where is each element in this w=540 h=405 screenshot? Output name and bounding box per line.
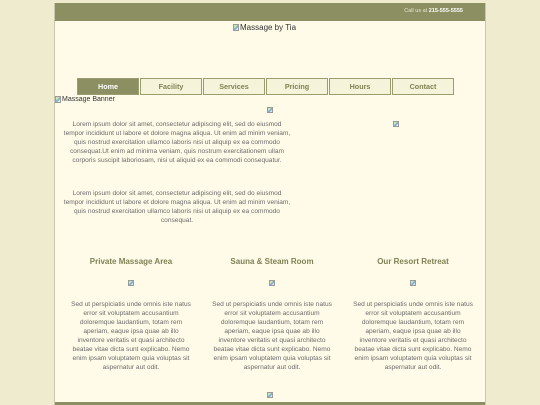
intro-paragraph-1: Lorem ipsum dolor sit amet, consectetur adipiscing elit, sed do eiusmod tempor incididunt ut labore et dolore magna aliqua. Ut enim ad minim veniam, quis nostrud exercitation ullamco laboris nisi ut aliquip ex ea commodo consequat.Ut enim ad minima veniam, quis nostrum exercitationem ullam corporis suscipit laboriosam, nisi ut aliquid ex ea commodi consequatur.	[63, 121, 291, 164]
feature-text: Sed ut perspiciatis unde omnis iste natus error sit voluptatem accusantium doloremque laudantium, totam rem aperiam, eaque ipsa quae ab illo inventore veritatis et quasi architecto beatae vitae dicta sunt explicabo. Nemo enim ipsam voluptatem quia voluptas sit aspernatur aut odit.	[71, 301, 191, 371]
feature-text: Sed ut perspiciatis unde omnis iste natus error sit voluptatem accusantium doloremque laudantium, totam rem aperiam, eaque ipsa quae ab illo inventore veritatis et quasi architecto beatae vitae dicta sunt explicabo. Nemo enim ipsam voluptatem quia voluptas sit aspernatur aut odit.	[212, 301, 332, 371]
feature-title: Private Massage Area	[89, 257, 173, 266]
nav-item-home[interactable]: Home	[77, 78, 139, 95]
broken-image-icon	[393, 121, 399, 127]
broken-image-icon	[410, 280, 416, 286]
broken-image-icon	[267, 107, 273, 113]
feature-sauna-steam	[212, 257, 332, 372]
nav-item-pricing[interactable]: Pricing	[266, 78, 328, 95]
feature-private-massage	[71, 257, 191, 372]
nav-item-contact[interactable]: Contact	[392, 78, 454, 95]
call-us-prefix: Call us at	[404, 8, 428, 14]
nav-item-hours[interactable]: Hours	[329, 78, 391, 95]
page-container	[54, 3, 486, 405]
broken-image-icon	[233, 24, 239, 31]
broken-image-icon	[269, 280, 275, 286]
feature-title: Sauna & Steam Room	[230, 257, 314, 266]
call-us-text	[404, 8, 463, 14]
logo-alt-text: Massage by Tia	[240, 23, 297, 32]
broken-image-icon	[55, 96, 61, 103]
feature-text: Sed ut perspiciatis unde omnis iste natus error sit voluptatem accusantium doloremque laudantium, totam rem aperiam, eaque ipsa quae ab illo inventore veritatis et quasi architecto beatae vitae dicta sunt explicabo. Nemo enim ipsam voluptatem quia voluptas sit aspernatur aut odit.	[353, 301, 473, 371]
feature-title: Our Resort Retreat	[377, 257, 449, 266]
feature-resort-retreat	[353, 257, 473, 372]
nav-item-services[interactable]: Services	[203, 78, 265, 95]
top-bar	[55, 3, 485, 21]
intro-paragraph-2: Lorem ipsum dolor sit amet, consectetur adipiscing elit, sed do eiusmod tempor incididunt ut labore et dolore magna aliqua. Ut enim ad minim veniam, quis nostrud exercitation ullamco laboris nisi ut aliquip ex ea commodo consequat.	[63, 190, 291, 224]
broken-image-icon	[128, 280, 134, 286]
phone-number[interactable]: 215-555-5555	[428, 8, 463, 14]
banner-alt-text: Massage Banner	[62, 96, 115, 103]
massage-banner	[55, 96, 115, 103]
nav-item-facility[interactable]: Facility	[140, 78, 202, 95]
broken-image-icon	[267, 392, 273, 398]
main-nav	[77, 78, 455, 95]
site-logo[interactable]	[233, 23, 296, 32]
